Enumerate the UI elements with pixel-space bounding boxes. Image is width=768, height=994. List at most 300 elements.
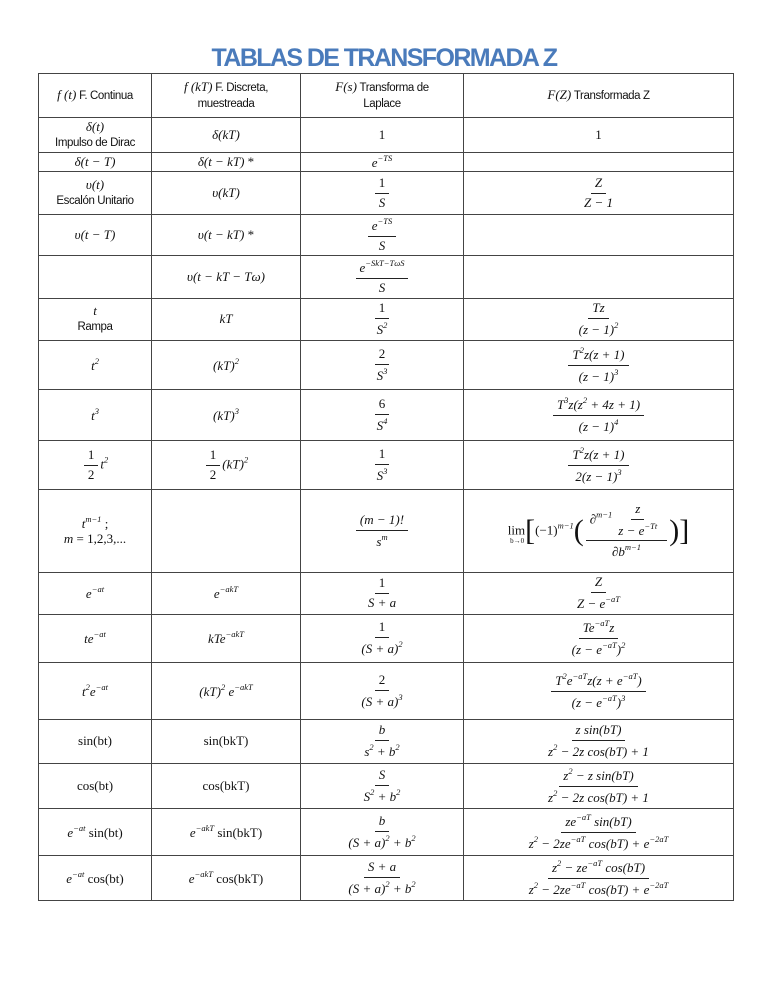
bracket: ( (573, 513, 584, 547)
fraction (568, 619, 630, 658)
cell-continuous-function (39, 720, 152, 764)
superscript: 2 (582, 394, 588, 405)
math-text: z (635, 500, 641, 516)
cell-continuous-function (39, 764, 152, 809)
table-row (39, 856, 734, 901)
math-text: Te (582, 620, 595, 636)
fraction (373, 301, 392, 338)
superscript: 2 (85, 681, 90, 692)
numerator (568, 346, 628, 366)
numerator (591, 176, 606, 194)
numerator (579, 619, 619, 639)
fraction (344, 814, 419, 851)
fraction (373, 397, 392, 434)
superscript: 2 (553, 787, 558, 798)
cell-z-transform (464, 118, 734, 153)
superscript: 2 (94, 355, 99, 366)
math-text: z sin(bT) (575, 722, 622, 738)
math-text: kT (219, 311, 233, 327)
numerator (375, 723, 390, 741)
math-text: − 2ze (538, 881, 571, 897)
cell-discrete-function (152, 856, 301, 901)
math-roman: cos(bt) (76, 777, 114, 793)
table-row (39, 615, 734, 663)
denominator (525, 833, 673, 852)
numerator (375, 768, 390, 786)
cell-continuous-function (39, 615, 152, 663)
math-text: Z − 1 (583, 194, 613, 210)
denominator (84, 466, 99, 483)
math-text: ) (616, 642, 622, 657)
fraction (614, 502, 661, 539)
math-text: (z − e (571, 642, 603, 657)
math-text: (S + a) (361, 693, 399, 709)
label-text: F. Discreta, (212, 82, 269, 95)
math-roman: 1 (595, 126, 602, 142)
cell-laplace-transform (301, 441, 464, 490)
cell-discrete-function (152, 299, 301, 341)
header-row (39, 74, 734, 118)
superscript: 2 (579, 444, 584, 455)
superscript: −aT (572, 670, 588, 681)
numerator (591, 575, 606, 593)
cell-laplace-transform (301, 153, 464, 172)
cell-discrete-function (152, 118, 301, 153)
math-text: z (551, 859, 557, 875)
label-text: Escalón Unitario (56, 194, 134, 207)
superscript: −akT (194, 868, 214, 879)
math-text: t (93, 303, 97, 319)
superscript: −akT (219, 584, 239, 595)
table-row (39, 256, 734, 299)
denominator (344, 832, 419, 851)
math-text: (kT) (222, 455, 244, 471)
cell-z-transform (464, 615, 734, 663)
denominator (544, 741, 653, 760)
math-text: te (84, 631, 94, 647)
cell-discrete-function (152, 341, 301, 390)
math-text: t (81, 683, 86, 699)
math-text: e (566, 672, 573, 688)
cell-laplace-transform (301, 856, 464, 901)
fraction (553, 396, 644, 435)
denominator (373, 319, 392, 338)
superscript: 3 (383, 365, 388, 376)
fraction (206, 448, 221, 483)
superscript: 2 (369, 742, 374, 752)
cell-continuous-function (39, 573, 152, 615)
math-text: S (376, 467, 384, 483)
math-text: f (t) (57, 86, 77, 102)
math-text: ∂ (589, 511, 597, 527)
math-text: S (378, 194, 386, 210)
cell-discrete-function (152, 215, 301, 256)
numerator (568, 446, 628, 466)
fraction (568, 346, 628, 385)
superscript: m−1 (557, 519, 574, 530)
cell-z-transform (464, 390, 734, 441)
superscript: 3 (94, 405, 99, 416)
math-text: cos(bT) + e (585, 835, 650, 851)
denominator (525, 879, 673, 898)
table-row (39, 663, 734, 720)
numerator (368, 217, 397, 237)
cell-laplace-transform (301, 390, 464, 441)
table-row (39, 809, 734, 856)
superscript: 2 (103, 453, 109, 464)
math-text: − ze (561, 859, 588, 875)
math-text: (kT) (199, 683, 221, 699)
math-text: Z (594, 174, 603, 190)
cell-z-transform (464, 809, 734, 856)
math-text: e (66, 870, 73, 886)
math-text: υ(t − kT) (197, 226, 245, 242)
math-text: υ(t) (85, 176, 105, 192)
table-row (39, 390, 734, 441)
math-text: z (548, 744, 554, 759)
table-row (39, 341, 734, 390)
cell-continuous-function (39, 341, 152, 390)
cell-laplace-transform (301, 490, 464, 573)
fraction (544, 723, 653, 760)
fraction (525, 859, 673, 898)
superscript: 2 (234, 355, 239, 366)
superscript: 3 (564, 394, 569, 405)
math-text: + b (389, 880, 412, 896)
math-text: + b (374, 788, 397, 804)
math-roman: sin(bkT) (214, 824, 263, 840)
table-row (39, 299, 734, 341)
denominator (544, 787, 653, 806)
cell-discrete-function (152, 256, 301, 299)
math-text: e (67, 824, 74, 840)
numerator (356, 259, 409, 279)
superscript: 2 (562, 670, 567, 681)
denominator (372, 531, 391, 550)
cell-discrete-function (152, 573, 301, 615)
superscript: 2 (385, 878, 390, 889)
label-text: muestreada (197, 97, 255, 110)
superscript: 2 (395, 742, 400, 752)
label-text: Rampa (77, 321, 113, 334)
cell-discrete-function (152, 172, 301, 215)
numerator (588, 301, 608, 319)
math-text: (S + a) (348, 880, 386, 896)
superscript: 4 (383, 415, 388, 426)
math-roman: * (244, 153, 255, 169)
numerator (375, 176, 390, 194)
superscript: −aT (622, 670, 638, 681)
denominator (373, 415, 392, 434)
math-text: t (81, 516, 86, 532)
numerator (375, 620, 390, 638)
superscript: 2 (614, 320, 619, 330)
numerator (356, 513, 408, 531)
cell-z-transform (464, 153, 734, 172)
math-text: υ(kT) (212, 184, 240, 200)
math-roman: sin(bkT) (203, 733, 249, 749)
cell-z-transform (464, 256, 734, 299)
cell-laplace-transform (301, 341, 464, 390)
cell-continuous-function (39, 490, 152, 573)
math-text: S (376, 417, 384, 433)
math-text: z (548, 789, 554, 805)
superscript: −aT (594, 618, 610, 629)
math-roman: 1 (378, 445, 386, 461)
fraction (368, 217, 397, 254)
denominator (373, 465, 392, 484)
superscript: −2aT (649, 879, 669, 890)
math-text: (kT) (213, 407, 235, 423)
cell-laplace-transform (301, 299, 464, 341)
numerator (559, 767, 637, 787)
cell-z-transform (464, 215, 734, 256)
math-text: e (359, 259, 366, 275)
math-text: z (563, 767, 569, 783)
numerator (553, 396, 644, 416)
cell-z-transform (464, 856, 734, 901)
numerator (375, 447, 390, 465)
header-laplace-transform (301, 74, 464, 118)
superscript: −aT (602, 692, 617, 703)
fraction (568, 446, 628, 485)
fraction (344, 860, 419, 897)
cell-laplace-transform (301, 663, 464, 720)
math-text: υ(t − T) (74, 226, 116, 242)
math-text: υ(t − kT − Tω) (187, 268, 265, 284)
math-text: z(z + e (587, 672, 623, 688)
math-text: e (89, 683, 96, 699)
cell-z-transform (464, 720, 734, 764)
fraction (373, 347, 392, 384)
superscript: 2 (243, 453, 249, 464)
math-text: S (363, 788, 371, 804)
cell-laplace-transform (301, 172, 464, 215)
table-row (39, 215, 734, 256)
denominator (360, 786, 405, 805)
math-text: Tz (592, 300, 605, 316)
superscript: −aT (587, 857, 603, 868)
superscript: −aT (602, 640, 617, 650)
cell-continuous-function (39, 153, 152, 172)
cell-continuous-function (39, 172, 152, 215)
math-text: b (378, 812, 386, 828)
table-row (39, 441, 734, 490)
denominator (608, 541, 645, 560)
math-roman: = 1,2,3,... (73, 531, 127, 546)
math-text: T (556, 396, 565, 412)
superscript: m (381, 531, 388, 542)
math-text: − 2z cos(bT) + 1 (557, 744, 649, 759)
header-discrete-function (152, 74, 301, 118)
math-text: (z − 1) (578, 322, 615, 337)
superscript: 2 (220, 681, 226, 692)
cell-laplace-transform (301, 809, 464, 856)
superscript: 3 (383, 465, 388, 476)
math-text: ) (616, 694, 622, 710)
math-text: e (225, 683, 235, 699)
denominator (375, 237, 390, 254)
fraction (551, 672, 646, 711)
superscript: 2 (383, 320, 388, 330)
numerator (586, 502, 668, 542)
math-roman: 1 (378, 174, 386, 190)
superscript: −TS (377, 152, 393, 163)
math-text: S (376, 322, 384, 337)
math-text: z(z + 1) (583, 446, 625, 462)
math-text: S (378, 766, 386, 782)
cell-discrete-function (152, 153, 301, 172)
cell-discrete-function (152, 809, 301, 856)
math-roman: sin(bt) (85, 824, 123, 840)
numerator (206, 448, 221, 466)
math-text: f (kT) (183, 79, 213, 95)
numerator (375, 814, 390, 832)
fraction (544, 767, 653, 806)
fraction (364, 576, 400, 611)
math-text: − z sin(bT) (572, 767, 634, 783)
superscript: 4 (614, 416, 619, 427)
math-roman: 1 (378, 619, 386, 635)
math-text: m (63, 531, 74, 546)
math-text: F(s) (335, 79, 357, 95)
table-row (39, 764, 734, 809)
math-roman: 1 (378, 300, 386, 316)
denominator (357, 638, 406, 657)
cell-continuous-function (39, 441, 152, 490)
math-roman: 2 (87, 466, 95, 482)
cell-discrete-function (152, 663, 301, 720)
math-text: ) (637, 672, 642, 688)
numerator (375, 347, 390, 365)
math-text: t (91, 357, 95, 373)
math-roman: sin(bt) (78, 733, 112, 749)
math-roman: ; (101, 516, 109, 532)
superscript: −akT (195, 822, 215, 833)
denominator (575, 366, 623, 385)
label-text: Transformada Z (571, 89, 650, 102)
fraction (357, 620, 406, 657)
cell-z-transform (464, 172, 734, 215)
math-text: s (364, 744, 370, 759)
math-roman: cos(bt) (84, 870, 124, 886)
superscript: 3 (621, 692, 626, 703)
superscript: 2 (398, 639, 403, 649)
math-text: δ(t − kT) (197, 153, 245, 169)
math-text: δ(kT) (212, 126, 240, 142)
math-text: (m − 1)! (359, 511, 405, 527)
cell-laplace-transform (301, 118, 464, 153)
cell-laplace-transform (301, 215, 464, 256)
math-roman: lim (507, 521, 526, 537)
cell-z-transform (464, 299, 734, 341)
bracket: ] (679, 513, 690, 547)
cell-continuous-function (39, 118, 152, 153)
math-text: (z − 1) (578, 368, 615, 384)
cell-laplace-transform (301, 764, 464, 809)
math-text: + 4z + 1) (587, 396, 641, 412)
math-text: S (378, 237, 386, 253)
label-text: F. Continua (76, 89, 133, 102)
superscript: −2aT (649, 833, 669, 844)
cell-discrete-function (152, 390, 301, 441)
math-text: + b (373, 744, 396, 759)
superscript: m−1 (624, 542, 642, 553)
cell-continuous-function (39, 215, 152, 256)
superscript: 3 (398, 691, 403, 702)
math-text: z(z + 1) (583, 346, 625, 362)
fraction (573, 575, 624, 612)
cell-discrete-function (152, 615, 301, 663)
z-transform-table (38, 73, 734, 901)
cell-laplace-transform (301, 615, 464, 663)
denominator (573, 593, 624, 612)
fraction (360, 768, 405, 805)
superscript: 2 (579, 344, 584, 355)
cell-z-transform (464, 663, 734, 720)
denominator (373, 365, 392, 384)
cell-laplace-transform (301, 573, 464, 615)
superscript: −at (72, 868, 85, 879)
superscript: −at (91, 584, 105, 595)
math-text: t (100, 455, 104, 471)
table-row (39, 720, 734, 764)
math-roman: cos(bkT) (213, 870, 264, 886)
math-roman: 2 (378, 345, 386, 361)
denominator (575, 319, 623, 338)
math-roman: (−1) (535, 521, 558, 537)
page-title: TABLAS DE TRANSFORMADA Z (211, 44, 557, 72)
numerator (561, 813, 635, 833)
fraction (373, 447, 392, 484)
cell-z-transform (464, 490, 734, 573)
math-text: T (555, 672, 563, 688)
superscript: −akT (225, 629, 245, 640)
superscript: 2 (370, 786, 375, 797)
superscript: 2 (533, 879, 538, 890)
superscript: −aT (576, 811, 591, 822)
fraction (356, 259, 409, 296)
superscript: m−1 (85, 514, 102, 525)
table-row (39, 118, 734, 153)
math-text: (z − 1) (578, 418, 615, 434)
header-z-transform (464, 74, 734, 118)
table-row (39, 153, 734, 172)
math-text: z(z (568, 396, 583, 412)
cell-discrete-function (152, 720, 301, 764)
fraction (586, 502, 668, 561)
math-text: ∂b (611, 544, 625, 560)
bracket: ) (669, 513, 680, 547)
numerator (375, 576, 390, 594)
denominator (344, 878, 419, 897)
fraction (525, 813, 673, 852)
cell-discrete-function (152, 764, 301, 809)
superscript: −at (93, 629, 106, 640)
math-text: Z − e (577, 596, 606, 611)
numerator (548, 859, 649, 879)
label-text: Transforma de (356, 82, 429, 95)
math-text: t (91, 407, 95, 423)
superscript: 2 (411, 878, 416, 889)
math-text: e (188, 870, 195, 886)
superscript: −aT (570, 833, 586, 844)
superscript: −at (73, 822, 86, 833)
fraction (84, 448, 99, 483)
math-roman: 1 (87, 446, 95, 462)
label-text: Impulso de Dirac (55, 136, 135, 149)
math-text: (S + a) (361, 641, 399, 656)
